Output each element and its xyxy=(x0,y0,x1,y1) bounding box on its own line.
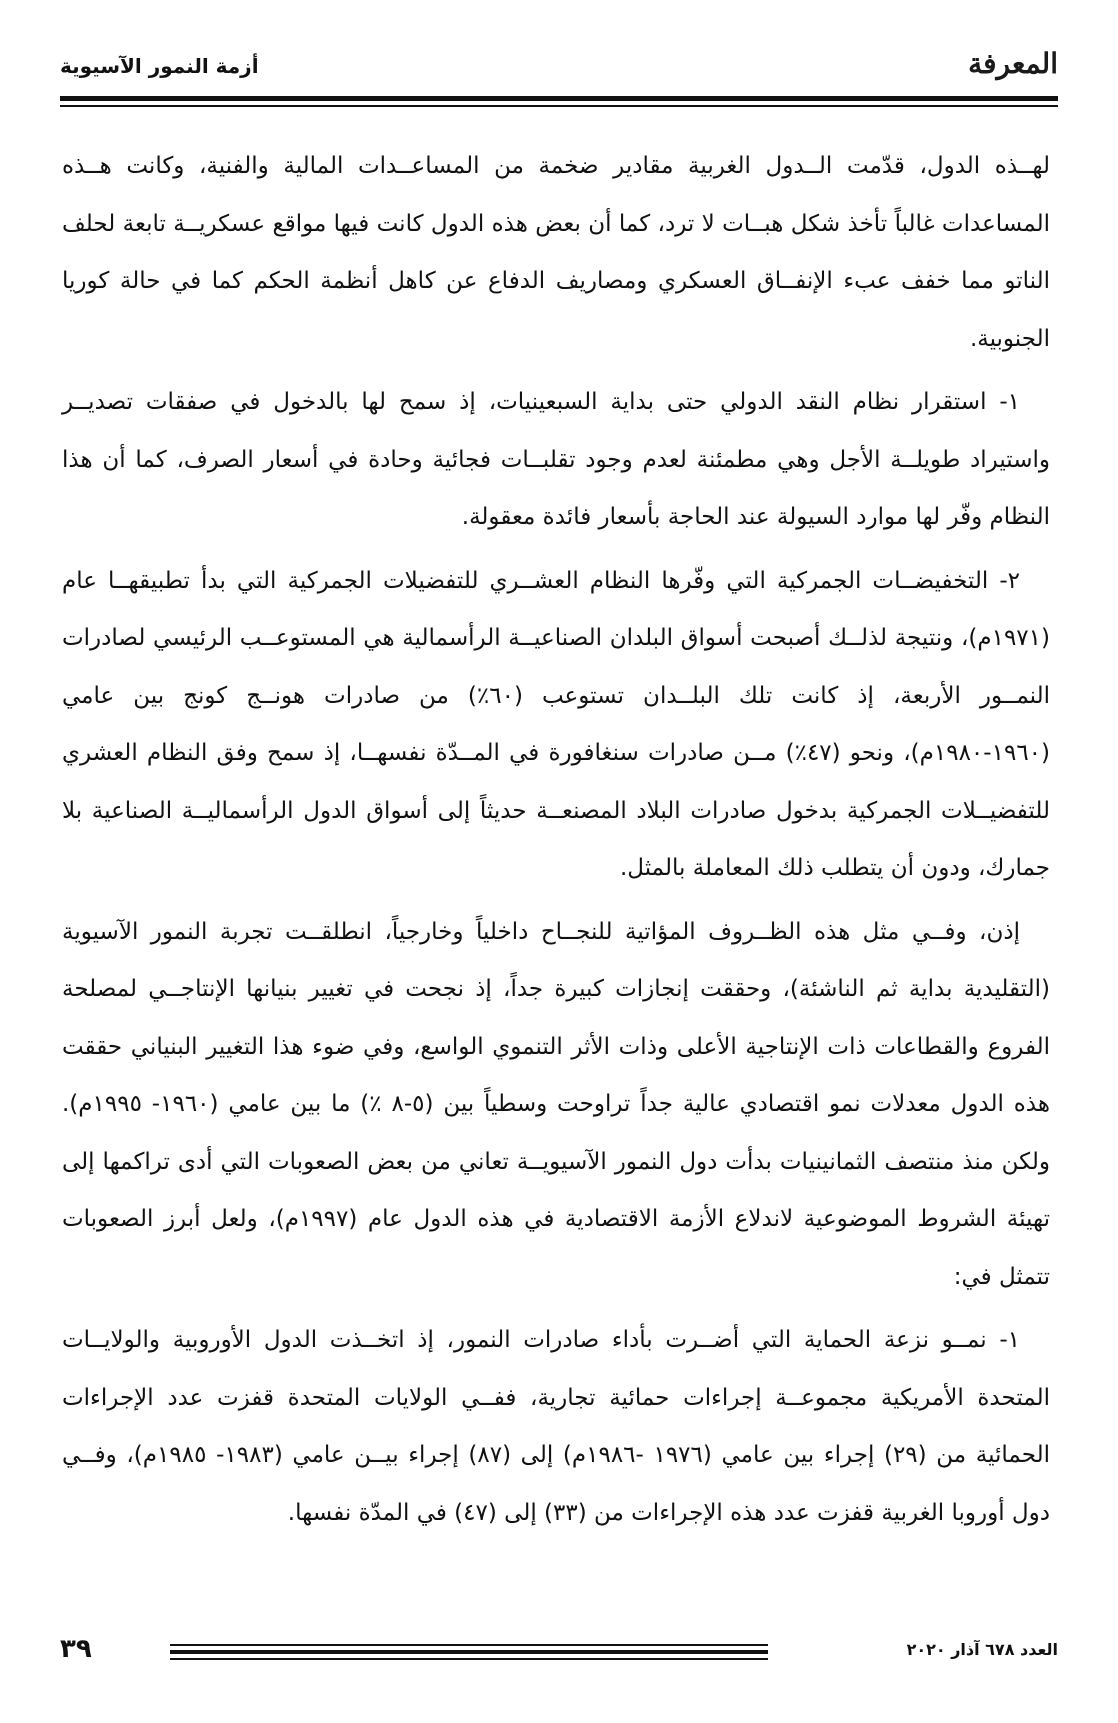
paragraph: لهــذه الدول، قدّمت الــدول الغربية مقادير ضخمة من المساعــدات المالية والفنية، وكانت هــذه المساعدات غالباً تأخذ شكل هبــات لا ترد، كما أن بعض هذه الدول كانت فيها مواقع عسكريــة تابعة لحلف الناتو مما خفف عبء الإنفــاق العسكري ومصاريف الدفاع عن كاهل أنظمة الحكم كما في حالة كوريا الجنوبية. xyxy=(62,153,1050,352)
paragraph: إذن، وفــي مثل هذه الظــروف المؤاتية للنجــاح داخلياً وخارجياً، انطلقــت تجربة النمور الآسيوية (التقليدية بداية ثم الناشئة)، وحققت إنجازات كبيرة جداً، إذ نجحت في تغيير بنيانها الإنتاجــي لمصلحة الفروع والقطاعات ذات الإنتاجية الأعلى وذات الأثر التنموي الواسع، وفي ضوء هذا التغيير البنياني حققت هذه الدول معدلات نمو اقتصادي عالية جداً تراوحت وسطياً بين (٥-٨ ٪) ما بين عامي (١٩٦٠- ١٩٩٥م). ولكن منذ منتصف الثمانينيات بدأت دول النمور الآسيويــة تعاني من بعض الصعوبات التي أدى تراكمها إلى تهيئة الشروط الموضوعية لاندلاع الأزمة الاقتصادية في هذه الدول عام (١٩٩٧م)، ولعل أبرز الصعوبات تتمثل في: xyxy=(62,918,1050,1290)
header-divider-thin xyxy=(60,105,1058,107)
footer-divider xyxy=(170,1650,768,1654)
paragraph: ١- نمــو نزعة الحماية التي أضــرت بأداء صادرات النمور، إذ اتخــذت الدول الأوروبية والولايــات المتحدة الأمريكية مجموعــة إجراءات حمائية تجارية، ففــي الولايات المتحدة قفزت عدد الإجراءات الحمائية من (٢٩) إجراء بين عامي (١٩٧٦ -١٩٨٦م) إلى (٨٧) إجراء بيــن عامي (١٩٨٣- ١٩٨٥م)، وفــي دول أوروبا الغربية قفزت عدد هذه الإجراءات من (٣٣) إلى (٤٧) في المدّة نفسها. xyxy=(62,1327,1050,1526)
page-footer xyxy=(60,1632,1058,1672)
page-header xyxy=(60,44,1058,100)
footer-divider xyxy=(170,1658,768,1660)
paragraph: ١- استقرار نظام النقد الدولي حتى بداية السبعينيات، إذ سمح لها بالدخول في صفقات تصديــر واستيراد طويلــة الأجل وهي مطمئنة لعدم وجود تقلبــات فجائية وحادة في أسعار الصرف، كما أن هذا النظام وفّر لها موارد السيولة عند الحاجة بأسعار فائدة معقولة. xyxy=(62,389,1050,530)
issue-info: العدد ٦٧٨ آذار ٢٠٢٠ xyxy=(906,1640,1058,1659)
section-title: أزمة النمور الآسيوية xyxy=(60,54,259,78)
magazine-logo: المعرفة xyxy=(968,47,1058,80)
page-number: ٣٩ xyxy=(60,1634,92,1664)
header-divider xyxy=(60,96,1058,101)
footer-divider xyxy=(170,1644,768,1646)
paragraph: ٢- التخفيضــات الجمركية التي وفّرها النظام العشــري للتفضيلات الجمركية التي بدأ تطبيقهــا عام (١٩٧١م)، ونتيجة لذلــك أصبحت أسواق البلدان الصناعيــة الرأسمالية هي المستوعــب الرئيسي لصادرات النمــور الأربعة، إذ كانت تلك البلــدان تستوعب (٦٠٪) من صادرات هونــج كونج بين عامي (١٩٦٠-١٩٨٠م)، ونحو (٤٧٪) مــن صادرات سنغافورة في المــدّة نفسهــا، إذ سمح وفق النظام العشري للتفضيــلات الجمركية بدخول صادرات البلاد المصنعــة حديثاً إلى أسواق الدول الرأسماليــة الصناعية بلا جمارك، ودون أن يتطلب ذلك المعاملة بالمثل. xyxy=(62,567,1051,881)
article-body xyxy=(62,138,1050,1548)
